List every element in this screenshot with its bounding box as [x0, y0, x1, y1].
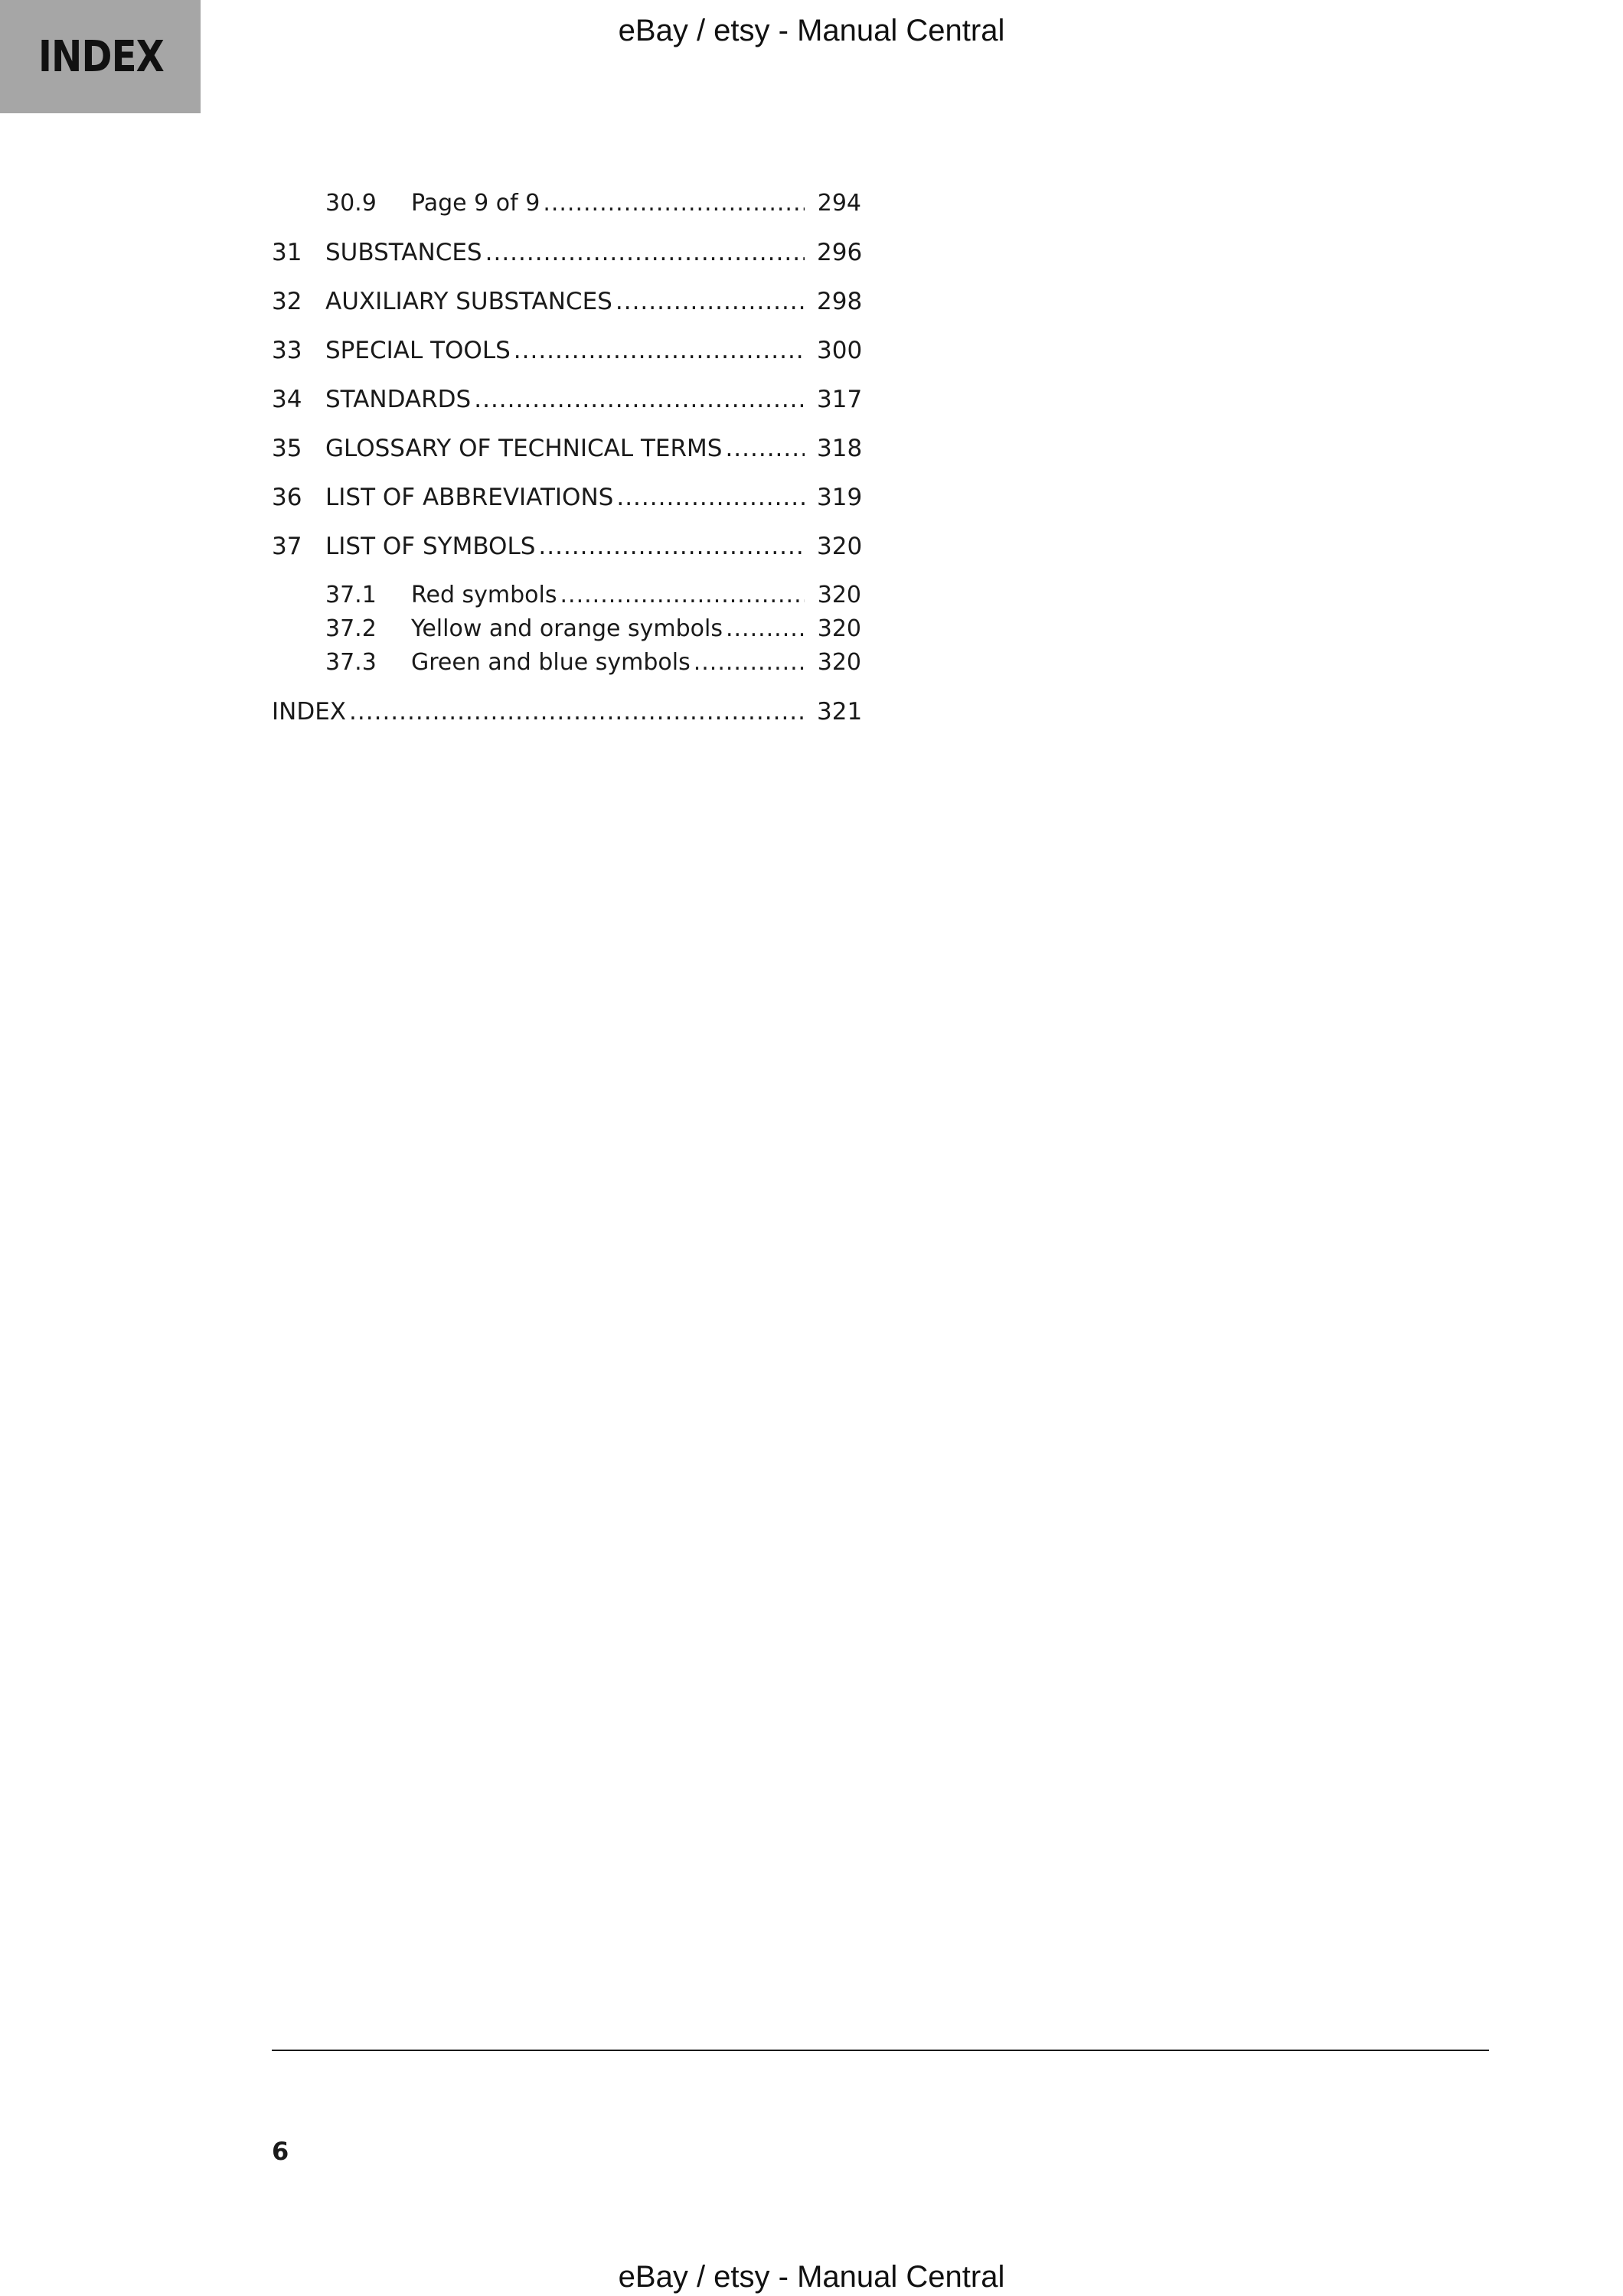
toc-dot-leader: [485, 239, 805, 266]
toc-entry-number: 37: [272, 533, 302, 560]
toc-entry[interactable]: [272, 190, 861, 220]
toc-entry-page: 294: [817, 190, 861, 217]
toc-entry[interactable]: [272, 435, 861, 465]
watermark-bottom: eBay / etsy - Manual Central: [618, 2260, 1005, 2294]
toc-entry-page: 320: [817, 533, 863, 560]
toc-entry-number: 33: [272, 337, 302, 364]
toc-entry-title: LIST OF ABBREVIATIONS: [325, 484, 614, 511]
toc-entry-title: LIST OF SYMBOLS: [325, 533, 536, 560]
toc-dot-leader: [694, 649, 805, 676]
toc-entry-page: 319: [817, 484, 863, 511]
toc-entry[interactable]: [272, 615, 861, 646]
toc-entry[interactable]: [272, 337, 861, 367]
toc-entry[interactable]: [272, 288, 861, 318]
toc-entry-page: 320: [817, 615, 861, 642]
toc-entry-title: AUXILIARY SUBSTANCES: [325, 288, 612, 315]
toc-dot-leader: [726, 615, 805, 642]
toc-entry-title: SUBSTANCES: [325, 239, 482, 266]
toc-dot-leader: [474, 386, 805, 413]
toc-entry-number: 37.2: [325, 615, 377, 642]
toc-entry-title: STANDARDS: [325, 386, 472, 413]
toc-entry[interactable]: [272, 698, 861, 729]
toc-dot-leader: [560, 582, 805, 608]
toc-entry-page: 320: [817, 582, 861, 608]
toc-entry-title: Page 9 of 9: [411, 190, 540, 217]
toc-entry-number: 35: [272, 435, 302, 462]
toc-dot-leader: [538, 533, 805, 560]
toc-entry-number: 34: [272, 386, 302, 413]
toc-entry-page: 298: [817, 288, 863, 315]
index-tab-label: INDEX: [38, 32, 164, 82]
watermark-top: eBay / etsy - Manual Central: [618, 14, 1005, 47]
toc-entry-page: 320: [817, 649, 861, 676]
toc-entry[interactable]: [272, 582, 861, 612]
footer-divider: [272, 2050, 1489, 2051]
toc-entry[interactable]: [272, 533, 861, 563]
toc-entry[interactable]: [272, 386, 861, 416]
toc-entry-number: 37.1: [325, 582, 377, 608]
toc-entry-page: 321: [817, 698, 863, 726]
toc-entry-title: Yellow and orange symbols: [411, 615, 723, 642]
toc-entry-title: Green and blue symbols: [411, 649, 691, 676]
toc-entry-page: 300: [817, 337, 863, 364]
toc-entry-number: 30.9: [325, 190, 377, 217]
toc-entry-title: INDEX: [272, 698, 347, 726]
toc-entry-page: 296: [817, 239, 863, 266]
page-number: 6: [272, 2137, 289, 2166]
toc-entry-title: GLOSSARY OF TECHNICAL TERMS: [325, 435, 723, 462]
toc-entry-number: 32: [272, 288, 302, 315]
toc-entry[interactable]: [272, 239, 861, 269]
toc-entry-number: 36: [272, 484, 302, 511]
toc-dot-leader: [616, 288, 805, 315]
toc-entry[interactable]: [272, 484, 861, 514]
toc-entry-number: 37.3: [325, 649, 377, 676]
toc-entry-page: 318: [817, 435, 863, 462]
toc-dot-leader: [514, 337, 805, 364]
toc-entry-number: 31: [272, 239, 302, 266]
toc-dot-leader: [725, 435, 805, 462]
toc-dot-leader: [616, 484, 805, 511]
toc-dot-leader: [543, 190, 805, 217]
toc-entry-title: Red symbols: [411, 582, 557, 608]
toc-entry-title: SPECIAL TOOLS: [325, 337, 511, 364]
toc-entry[interactable]: [272, 649, 861, 680]
toc-entry-page: 317: [817, 386, 863, 413]
toc-dot-leader: [349, 698, 805, 726]
